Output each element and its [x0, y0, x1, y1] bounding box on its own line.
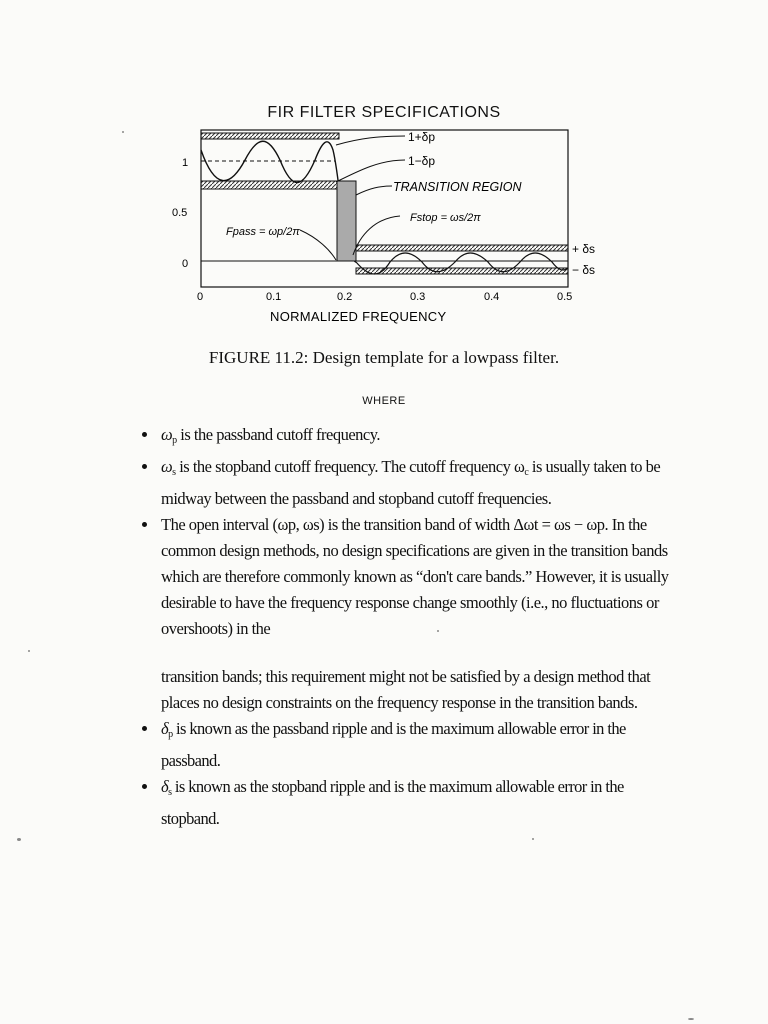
passband-ripple	[201, 141, 356, 262]
leader-upper-pass	[336, 136, 405, 145]
scan-speck	[122, 131, 124, 133]
leader-fpass	[300, 230, 336, 260]
symbol: ω	[161, 457, 173, 476]
filter-spec-chart	[0, 0, 768, 340]
bullet-dot	[142, 726, 147, 731]
annot-transition: TRANSITION REGION	[393, 180, 522, 194]
item-text: is the stopband cutoff frequency. The cutoff frequency ω	[175, 457, 525, 476]
x-tick-01: 0.1	[266, 291, 282, 303]
item-text: is usually taken to be midway between the passband and stopband cutoff frequencies.	[161, 457, 661, 508]
annot-fstop: Fstop = ωs/2π	[410, 212, 481, 224]
x-tick-05: 0.5	[557, 291, 573, 303]
bullet-dot	[142, 464, 147, 469]
where-heading: WHERE	[362, 395, 406, 407]
continuation-text	[161, 664, 681, 716]
annot-lower-pass: 1−δp	[408, 154, 436, 168]
list-item	[142, 422, 672, 454]
stopband-lower-band	[356, 268, 568, 274]
bullet-dot	[142, 432, 147, 437]
scan-speck	[532, 838, 534, 840]
x-tick-02: 0.2	[337, 291, 353, 303]
x-axis-label: NORMALIZED FREQUENCY	[270, 309, 447, 324]
annot-fpass: Fpass = ωp/2π	[226, 226, 300, 238]
item-text: is known as the stopband ripple and is the maximum allowable error in the stopband.	[161, 777, 624, 828]
leader-lower-pass	[336, 160, 405, 182]
transition-region	[337, 181, 356, 261]
symbol-sub: p	[172, 435, 177, 446]
scan-speck	[17, 838, 21, 841]
definition-list	[142, 422, 672, 642]
figure-title: FIR FILTER SPECIFICATIONS	[267, 104, 501, 121]
y-tick-1: 1	[182, 157, 189, 169]
list-item	[142, 716, 682, 774]
x-tick-03: 0.3	[410, 291, 426, 303]
x-tick-04: 0.4	[484, 291, 500, 303]
list-item	[142, 512, 672, 642]
x-tick-0: 0	[197, 291, 204, 303]
list-item	[142, 774, 682, 832]
symbol: ω	[161, 425, 173, 444]
bullet-dot	[142, 784, 147, 789]
item-text: is known as the passband ripple and is the maximum allowable error in the passband.	[161, 719, 626, 770]
leader-transition	[356, 186, 392, 195]
annot-upper-stop: + δs	[572, 242, 596, 256]
scan-speck	[688, 1018, 694, 1020]
ripple-definition-list	[142, 716, 682, 832]
list-item	[142, 454, 672, 512]
symbol: δ	[161, 777, 169, 796]
symbol-sub: s	[172, 467, 176, 478]
symbol-sub: s	[168, 787, 172, 798]
symbol-sub: p	[168, 729, 173, 740]
symbol: δ	[161, 719, 169, 738]
passband-upper-band	[201, 133, 339, 139]
passband-lower-band	[201, 181, 339, 189]
scan-speck	[437, 630, 439, 632]
figure-caption: FIGURE 11.2: Design template for a lowpass filter.	[208, 348, 560, 367]
annot-lower-stop: − δs	[572, 263, 596, 277]
plot-frame	[201, 130, 568, 287]
y-tick-05: 0.5	[172, 207, 188, 219]
item-text: is the passband cutoff frequency.	[176, 425, 381, 444]
annot-upper-pass: 1+δp	[408, 130, 436, 144]
symbol-sub: c	[524, 467, 529, 478]
stopband-upper-band	[356, 245, 568, 251]
item-text: The open interval (ωp, ωs) is the transition band of width Δωt = ωs − ωp. In the common design methods, no design specifications are given in the transition bands which are therefore commonly known as “don't care bands.” However, it is usually desirable to have the frequency response change smoothly (i.e., no fluctuations or overshoots) in the	[161, 515, 669, 638]
bullet-dot	[142, 522, 147, 527]
continuation-paragraph: transition bands; this requirement might not be satisfied by a design method that places no design constraints on the frequency response in the transition bands.	[161, 667, 651, 712]
y-tick-0: 0	[182, 258, 189, 270]
scan-speck	[28, 650, 30, 652]
